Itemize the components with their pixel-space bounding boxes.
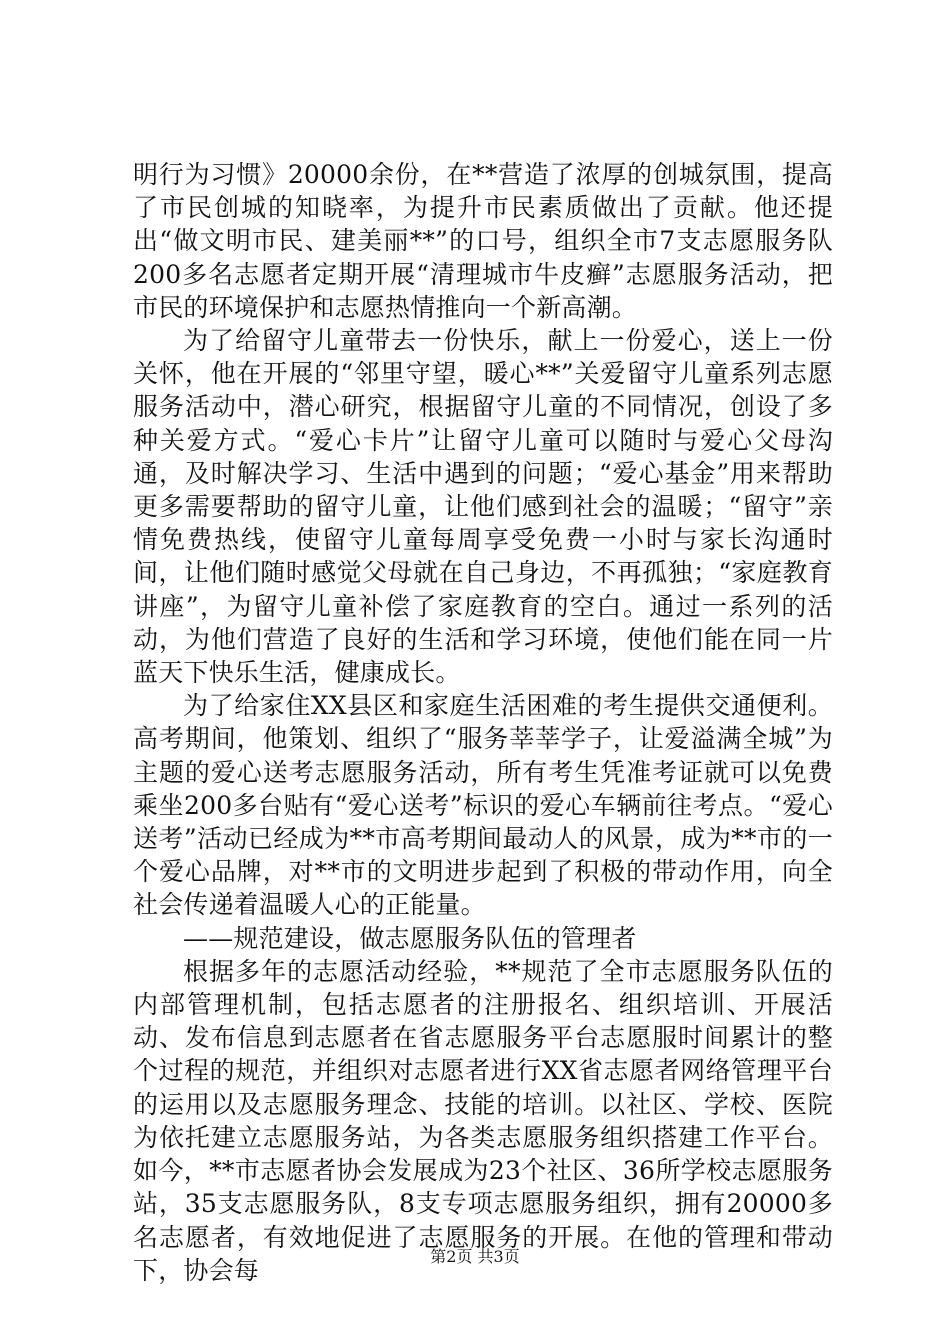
section-heading: ——规范建设，做志愿服务队伍的管理者 — [183, 923, 637, 953]
page-number-footer: 第2页 共3页 — [430, 1247, 520, 1266]
paragraph-2: 为了给留守儿童带去一份快乐，献上一份爱心，送上一份关怀，他在开展的“邻里守望，暖心**”关爱留守儿童系列志愿服务活动中，潜心研究，根据留守儿童的不同情况，创设了多种关爱方式。“爱心卡片”让留守儿童可以随时与爱心父母沟通，及时解决学习、生活中遇到的问题；“爱心基金”用来帮助更多需要帮助的留守儿童，让他们感到社会的温暖；“留守”亲情免费热线，使留守儿童每周享受免费一小时与家长沟通时间，让他们随时感觉父母就在自己身边，不再孤独；“家庭教育讲座”，为留守儿童补偿了家庭教育的空白。通过一系列的活动，为他们营造了良好的生活和学习环境，使他们能在同一片蓝天下快乐生活，健康成长。 — [133, 326, 833, 688]
document-body — [133, 158, 833, 1287]
paragraph-1: 明行为习惯》20000余份，在**营造了浓厚的创城氛围，提高了市民创城的知晓率，为提升市民素质做出了贡献。他还提出“做文明市民、建美丽**”的口号，组织全市7支志愿服务队200多名志愿者定期开展“清理城市牛皮癣”志愿服务活动，把市民的环境保护和志愿热情推向一个新高潮。 — [133, 160, 833, 322]
paragraph-3: 为了给家住XX县区和家庭生活困难的考生提供交通便利。高考期间，他策划、组织了“服务莘莘学子，让爱溢满全城”为主题的爱心送考志愿服务活动，所有考生凭准考证就可以免费乘坐200多台贴有“爱心送考”标识的爱心车辆前往考点。“爱心送考”活动已经成为**市高考期间最动人的风景，成为**市的一个爱心品牌，对**市的文明进步起到了积极的带动作用，向全社会传递着温暖人心的正能量。 — [133, 691, 833, 920]
paragraph-4: 根据多年的志愿活动经验，**规范了全市志愿服务队伍的内部管理机制，包括志愿者的注册报名、组织培训、开展活动、发布信息到志愿者在省志愿服务平台志愿服时间累计的整个过程的规范，并组织对志愿者进行XX省志愿者网络管理平台的运用以及志愿服务理念、技能的培训。以社区、学校、医院为依托建立志愿服务站，为各类志愿服务组织搭建工作平台。如今，**市志愿者协会发展成为23个社区、36所学校志愿服务站，35支志愿服务队，8支专项志愿服务组织，拥有20000多名志愿者，有效地促进了志愿服务的开展。在他的管理和带动下，协会每 — [133, 956, 833, 1285]
